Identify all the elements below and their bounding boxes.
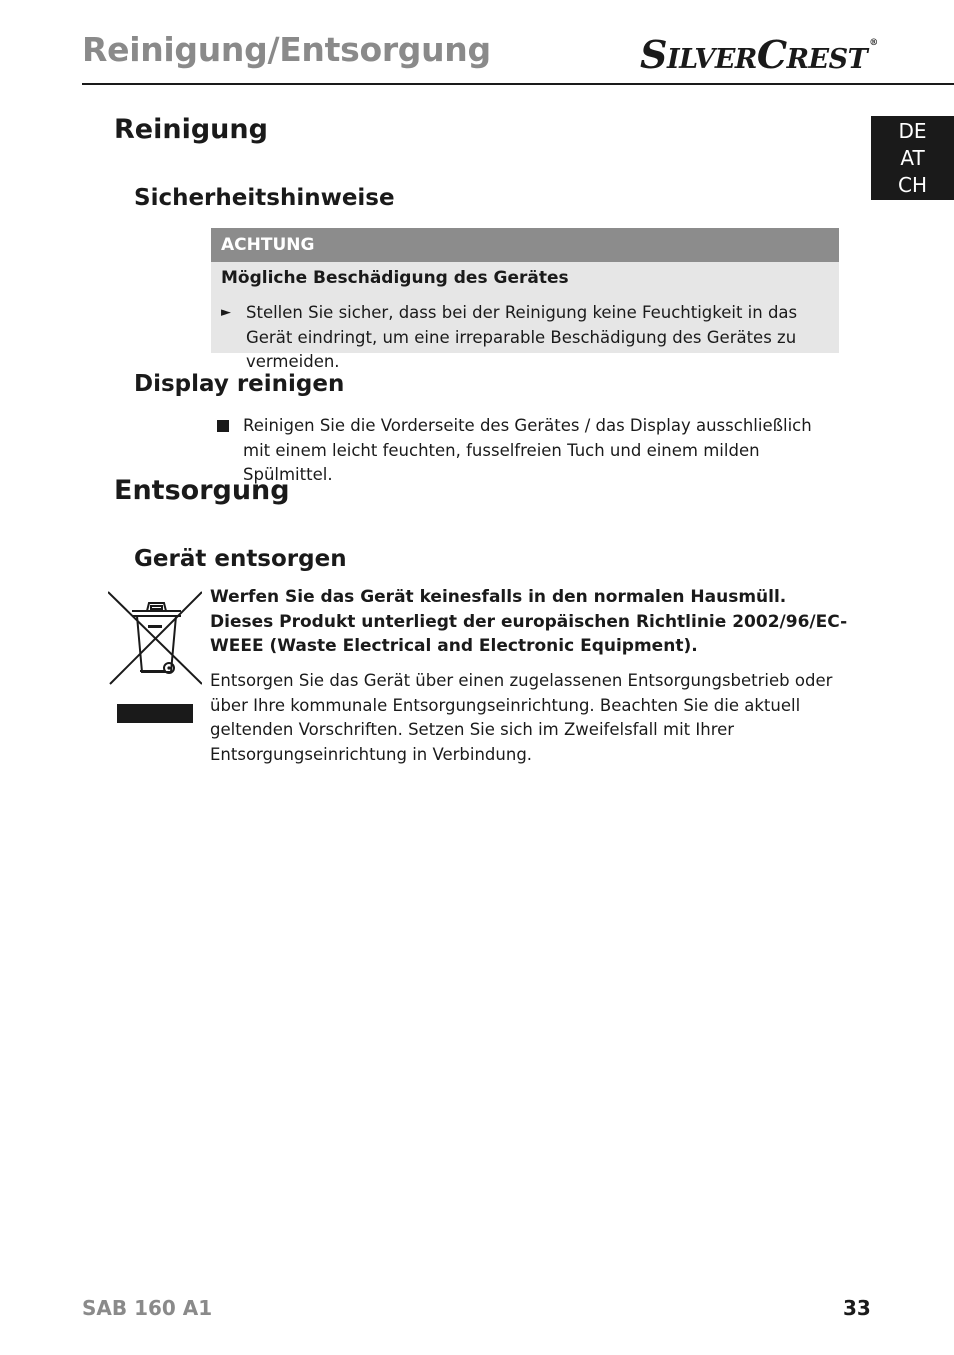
header-divider [82,83,954,85]
list-item [217,414,837,488]
language-code: DE [898,119,927,143]
page-number: 33 [843,1296,871,1320]
warning-box [211,228,839,371]
footer-model: SAB 160 A1 [82,1296,213,1320]
warning-subtitle: Mögliche Beschädigung des Gerätes [221,268,569,288]
subsection-title-geraet-entsorgen: Gerät entsorgen [134,546,347,572]
arrow-bullet-icon: ► [221,305,231,320]
warning-bullet-text: Stellen Sie sicher, dass bei der Reinigung keine Feuchtigkeit in das Gerät eindringt, um eine irreparable Beschädigung des Gerätes zu vermeiden. [246,303,798,371]
language-tab [871,116,954,200]
disposal-instructions-text: Entsorgen Sie das Gerät über einen zugelassenen Entsorgungsbetrieb oder über Ihre kommunale Entsorgungseinrichtung. Beachten Sie die aktuell geltenden Vorschriften. Setzen Sie sich im Zweifelsfall mit Ihrer Entsorgungseinrichtung in Verbindung. [210,671,833,764]
section-title-reinigung: Reinigung [114,114,268,145]
subsection-title-display-reinigen: Display reinigen [134,371,345,397]
page-header-title: Reinigung/Entsorgung [82,30,491,69]
language-code: AT [900,146,925,170]
warning-bullet [221,301,831,375]
subsection-title-sicherheitshinweise: Sicherheitshinweise [134,185,395,211]
language-code: CH [897,173,927,197]
list-item-text: Reinigen Sie die Vorderseite des Gerätes / das Display ausschließlich mit einem leicht feuchten, fusselfreien Tuch und einem milden Spülmittel. [243,416,812,484]
section-title-entsorgung: Entsorgung [114,475,290,506]
square-bullet-icon [217,420,229,432]
warning-label: ACHTUNG [211,228,839,262]
crossed-out-wheelie-bin-icon [108,590,202,724]
disposal-warning-text: Werfen Sie das Gerät keinesfalls in den normalen Hausmüll. Dieses Produkt unterliegt der europäischen Richtlinie 2002/96/EC-WEEE (Waste Electrical and Electronic Equipment). [210,587,848,656]
brand-logo: SILVERCREST® [640,32,878,77]
